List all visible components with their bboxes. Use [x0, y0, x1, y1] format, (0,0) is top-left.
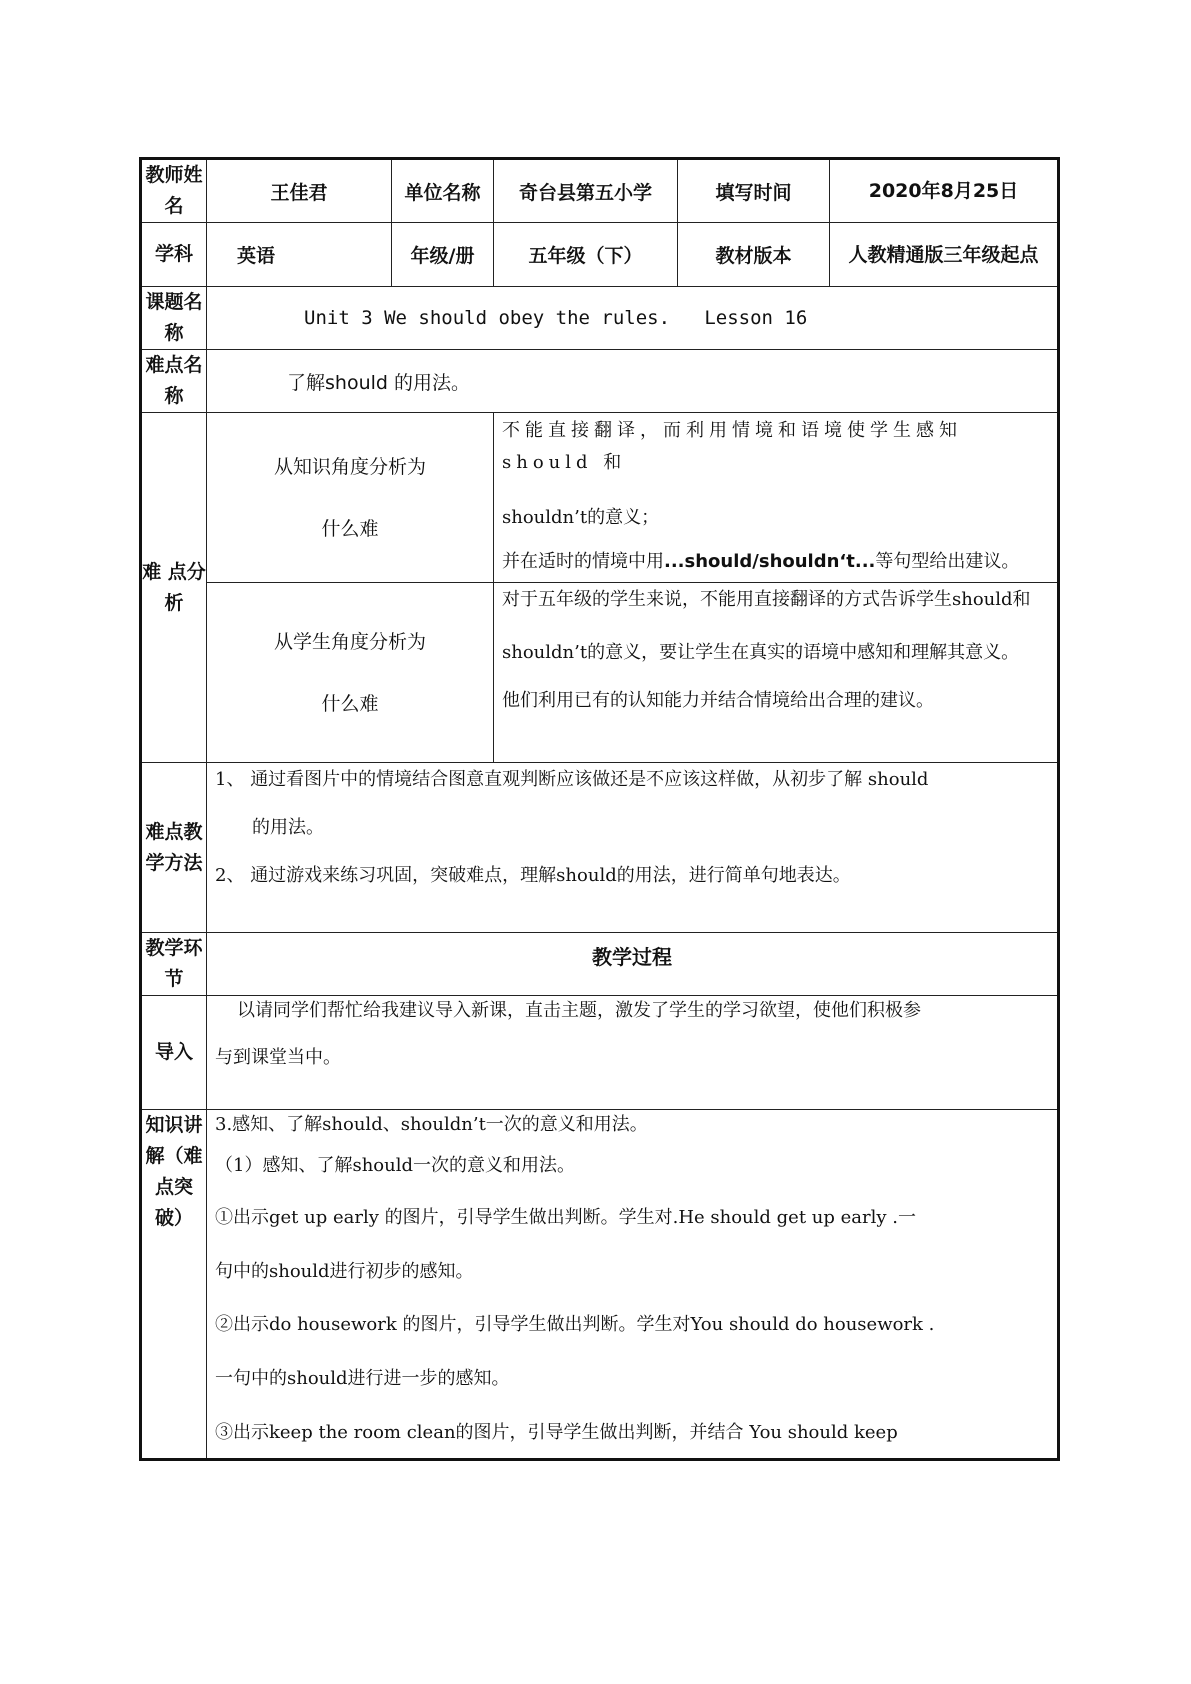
method-item-2 — [215, 859, 1049, 893]
content-teaching-method — [207, 763, 1059, 933]
value-topic — [207, 287, 1059, 350]
sublabel-knowledge-line1: 从知识角度分析为 — [273, 455, 426, 478]
difficulty-analysis-row-knowledge — [141, 413, 1059, 583]
knowledge-line2: shouldn’t的意义； — [502, 507, 660, 528]
value-unit-name: 奇台县第五小学 — [494, 159, 678, 223]
label-fill-time: 填写时间 — [678, 159, 830, 223]
content-knowledge — [207, 1110, 1059, 1460]
intro-row — [141, 996, 1059, 1110]
intro-line1: 以请同学们帮忙给我建议导入新课，直击主题，激发了学生的学习欲望，使他们积极参 — [237, 1000, 921, 1021]
student-line3: 他们利用已有的认知能力并结合情境给出合理的建议。 — [502, 690, 934, 711]
label-difficulty-name: 难点名称 — [141, 350, 207, 413]
value-difficulty-name: 了解should 的用法。 — [207, 350, 1059, 413]
knowledge-explain-line: 一句中的should进行进一步的感知。 — [215, 1368, 510, 1389]
value-teacher-name: 王佳君 — [207, 159, 392, 223]
student-line2: shouldn’t的意义，要让学生在真实的语境中感知和理解其意义。 — [502, 642, 1020, 663]
label-intro: 导入 — [141, 996, 207, 1110]
sublabel-student-line1: 从学生角度分析为 — [273, 630, 426, 653]
knowledge-explain-line: （1）感知、了解should一次的意义和用法。 — [215, 1155, 575, 1176]
knowledge-line3-prefix: 并在适时的情境中用 — [502, 551, 664, 572]
content-intro — [207, 996, 1059, 1110]
value-textbook-version: 人教精通版三年级起点 — [830, 223, 1059, 287]
knowledge-explain-line: ③出示keep the room clean的图片，引导学生做出判断，并结合 You should keep — [215, 1422, 898, 1443]
header-row-subject — [141, 223, 1059, 287]
value-fill-time: 2020年8月25日 — [830, 159, 1059, 223]
knowledge-line3-suffix: 等句型给出建议。 — [875, 551, 1020, 572]
topic-row — [141, 287, 1059, 350]
topic-text: Unit 3 We should obey the rules. Lesson 16 — [304, 307, 808, 329]
sublabel-student-angle — [207, 583, 494, 763]
knowledge-line3 — [502, 547, 1049, 577]
intro-line2: 与到课堂当中。 — [215, 1047, 341, 1068]
knowledge-explain-line: ①出示get up early 的图片，引导学生做出判断。学生对.He should get up early .一 — [215, 1207, 916, 1228]
sublabel-knowledge-angle — [207, 413, 494, 583]
process-header-row — [141, 933, 1059, 996]
method-item-2-num: 2、 — [215, 865, 245, 886]
label-textbook-version: 教材版本 — [678, 223, 830, 287]
knowledge-line1: 不能直接翻译，而利用情境和语境使学生感知 should 和 — [502, 420, 962, 473]
label-subject: 学科 — [141, 223, 207, 287]
label-knowledge: 知识讲解（难点突破） — [141, 1110, 207, 1460]
teaching-method-row — [141, 763, 1059, 933]
label-topic: 课题名称 — [141, 287, 207, 350]
knowledge-line3-bold: ...should/shouldn‘t... — [664, 551, 876, 572]
method-item-1-cont: 的用法。 — [252, 817, 324, 838]
lesson-plan-table — [139, 157, 1060, 1461]
value-grade: 五年级（下） — [494, 223, 678, 287]
sublabel-student-line2: 什么难 — [321, 692, 379, 715]
label-teacher-name: 教师姓名 — [141, 159, 207, 223]
title-teaching-process: 教学过程 — [207, 933, 1059, 996]
method-item-1-num: 1、 — [215, 769, 245, 790]
knowledge-explain-line: ②出示do housework 的图片，引导学生做出判断。学生对You should do housework . — [215, 1314, 935, 1335]
header-row-teacher — [141, 159, 1059, 223]
method-item-1 — [215, 763, 1049, 797]
content-knowledge-angle — [494, 413, 1059, 583]
knowledge-row — [141, 1110, 1059, 1460]
label-difficulty-analysis: 难 点分析 — [141, 413, 207, 763]
difficulty-name-row — [141, 350, 1059, 413]
content-student-angle — [494, 583, 1059, 763]
sublabel-knowledge-line2: 什么难 — [321, 517, 379, 540]
difficulty-analysis-row-student — [141, 583, 1059, 763]
knowledge-explain-line: 句中的should进行初步的感知。 — [215, 1261, 474, 1282]
label-teaching-stage: 教学环节 — [141, 933, 207, 996]
label-teaching-method: 难点教学方法 — [141, 763, 207, 933]
value-subject: 英语 — [207, 223, 392, 287]
label-unit-name: 单位名称 — [392, 159, 494, 223]
label-grade: 年级/册 — [392, 223, 494, 287]
student-line1: 对于五年级的学生来说，不能用直接翻译的方式告诉学生should和 — [502, 589, 1031, 610]
method-item-1-text: 通过看图片中的情境结合图意直观判断应该做还是不应该这样做，从初步了解 should — [250, 769, 929, 790]
method-item-2-text: 通过游戏来练习巩固，突破难点，理解should的用法，进行简单句地表达。 — [250, 865, 851, 886]
knowledge-explain-line: 3.感知、了解should、shouldn’t一次的意义和用法。 — [215, 1114, 648, 1135]
